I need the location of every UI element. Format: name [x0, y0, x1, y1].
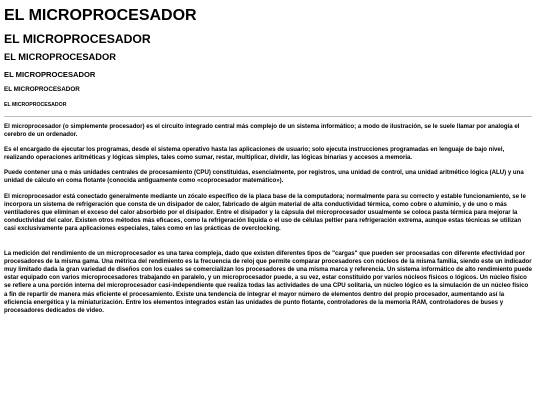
heading-level-3: EL MICROPROCESADOR: [4, 52, 116, 62]
heading-level-1: EL MICROPROCESADOR: [4, 7, 197, 24]
horizontal-divider: [4, 116, 532, 117]
heading-level-5: EL MICROPROCESADOR: [4, 86, 80, 93]
document-page: [4, 6, 532, 322]
heading-level-4: EL MICROPROCESADOR: [4, 70, 96, 79]
heading-level-2: EL MICROPROCESADOR: [4, 32, 151, 46]
paragraph-performance: La medición del rendimiento de un microprocesador es una tarea compleja, dado que existen diferentes tipos de "cargas" que pueden ser procesadas con diferente efectividad por procesadores de la misma gama. Una métrica del rendimiento es la frecuencia de reloj que permite comparar procesadores con núcleos de la misma familia, siendo este un indicador muy limitado dada la gran variedad de diseños con los cuales se comercializan los procesadores de una misma marca y referencia. Un sistema informático de alto rendimiento puede estar equipado con varios microprocesadores trabajando en paralelo, y un microprocesador puede, a su vez, estar constituido por varios núcleos físicos o lógicos. Un núcleo físico se refiere a una porción interna del microprocesador casi-independiente que realiza todas las actividades de una CPU solitaria, un núcleo lógico es la simulación de un núcleo físico a fin de repartir de manera más eficiente el procesamiento. Existe una tendencia de integrar el mayor número de elementos dentro del propio procesador, aumentando así la eficiencia energética y la miniaturización. Entre los elementos integrados están las unidades de punto flotante, controladores de la memoria RAM, controladores de buses y procesadores dedicados de video.: [4, 250, 532, 314]
paragraph-definition: El microprocesador (o simplemente procesador) es el circuito integrado central más complejo de un sistema informático; a modo de ilustración, se le suele llamar por analogía el cerebro de un ordenador.: [4, 123, 520, 139]
heading-level-6: EL MICROPROCESADOR: [4, 102, 67, 108]
paragraph-components: Puede contener una o más unidades centrales de procesamiento (CPU) constituidas, esencialmente, por registros, una unidad de control, una unidad aritmético lógica (ALU) y una unidad de cálculo en coma flotante (conocida antiguamente como «coprocesador matemático»).: [4, 169, 524, 185]
paragraph-cooling: El microprocesador está conectado generalmente mediante un zócalo específico de la placa base de la computadora; normalmente para su correcto y estable funcionamiento, se le incorpora un sistema de refrigeración que consta de un disipador de calor, fabricado de algún material de alta conductividad térmica, como cobre o aluminio, y de uno o más ventiladores que eliminan el exceso del calor absorbido por el disipador. Entre el disipador y la cápsula del microprocesador usualmente se coloca pasta térmica para mejorar la conductividad del calor. Existen otros métodos más eficaces, como la refrigeración líquida o el uso de células peltier para refrigeración extrema, aunque estas técnicas se utilizan casi exclusivamente para aplicaciones especiales, tales como en las prácticas de overclocking.: [4, 192, 526, 232]
paragraph-execution: Es el encargado de ejecutar los programas, desde el sistema operativo hasta las aplicaciones de usuario; solo ejecuta instrucciones programadas en lenguaje de bajo nivel, realizando operaciones aritméticas y lógicas simples, tales como sumar, restar, multiplicar, dividir, las lógicas binarias y accesos a memoria.: [4, 146, 505, 162]
